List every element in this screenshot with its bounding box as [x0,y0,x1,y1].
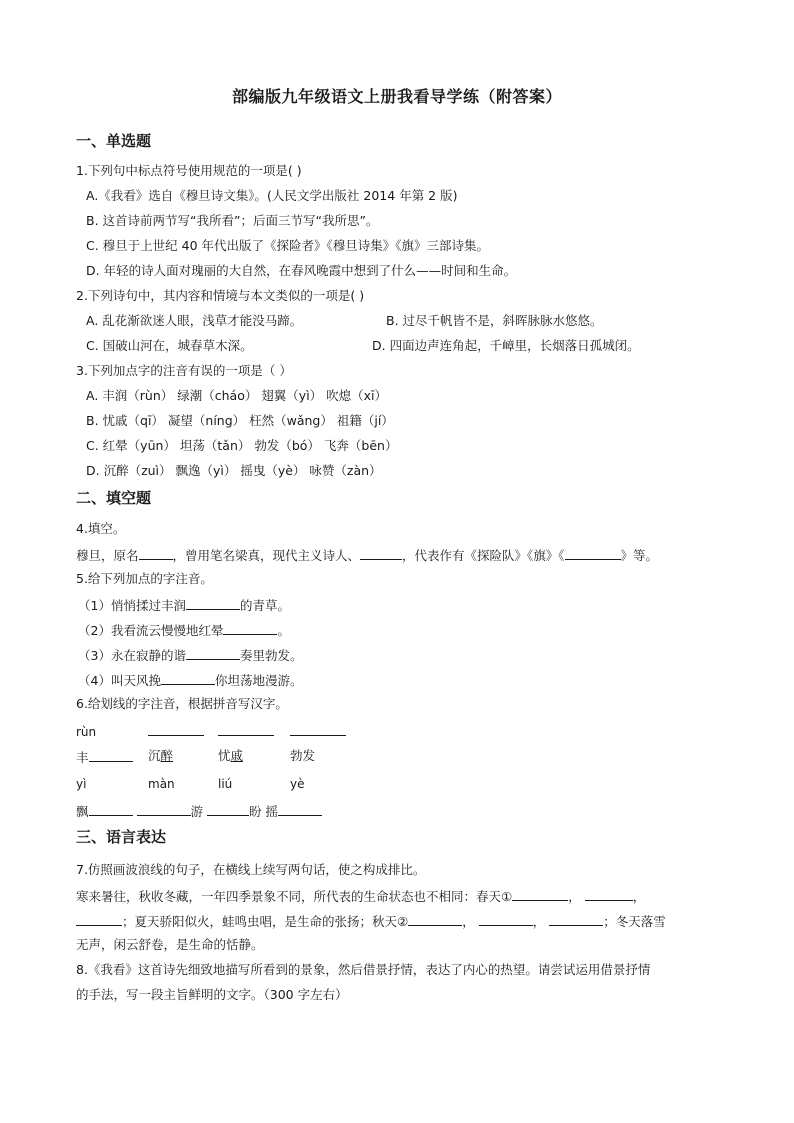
question-4-text-1: 穆旦，原名 [76,548,139,563]
q7-comma: ， [462,914,475,929]
question-6-stem: 6.给划线的字注音，根据拼音写汉字。 [76,696,288,711]
q7-comma: ， [568,889,581,904]
q6-char-yao: 摇 [265,804,279,819]
question-5-item-2-tail: 。 [277,623,290,638]
answer-blank[interactable] [186,646,240,660]
question-7-line-1 [76,887,645,905]
question-7-line-3: 无声，闲云舒卷，是生命的恬静。 [76,937,264,952]
answer-blank[interactable] [512,887,568,901]
q6-char-you-swim: 游 [190,804,204,819]
answer-blank[interactable] [89,748,133,762]
question-5-item-4-tail: 你坦荡地漫游。 [214,673,303,688]
q6-pinyin-ye: yè [290,777,305,791]
q6-char-zui-underlined: 醉 [160,748,174,763]
question-3-option-d: D. 沉醉（zuì） 飘逸（yì） 摇曳（yè） 咏赞（zàn） [86,463,382,478]
answer-blank[interactable] [186,596,240,610]
q6-char-qi-underlined: 戚 [230,748,244,763]
question-5-item-1 [78,596,290,614]
question-4-text-4: 》等。 [620,548,659,563]
question-4-text-2: ，曾用笔名梁真，现代主义诗人、 [172,548,361,563]
q6-char-you: 忧 [218,748,231,763]
section-heading-single-choice: 一、单选题 [76,132,152,150]
question-5-item-2 [78,621,290,639]
question-7-stem: 7.仿照画波浪线的句子，在横线上续写两句话，使之构成排比。 [76,862,426,877]
question-8-line-2: 的手法，写一段主旨鲜明的文字。（300 字左右） [76,987,348,1002]
question-2-option-b: B. 过尽千帆皆不是，斜晖脉脉水悠悠。 [386,313,603,328]
q6-char-feng: 丰 [76,750,89,765]
q7-comma: ， [532,914,546,929]
answer-blank[interactable] [218,722,274,736]
question-4-stem: 4.填空。 [76,521,126,536]
q6-char-pan: 盼 [249,804,262,819]
answer-blank[interactable] [408,912,462,926]
answer-blank[interactable] [148,722,204,736]
answer-blank[interactable] [360,546,402,560]
question-4-text-3: ，代表作有《探险队》《旗》《 [402,548,565,563]
answer-blank[interactable] [89,802,133,816]
answer-blank[interactable] [76,912,122,926]
question-3-option-c: C. 红晕（yūn） 坦荡（tǎn） 勃发（bó） 飞奔（bēn） [86,438,398,453]
q6-word-chenzui [148,748,173,764]
question-6-row-2 [76,748,133,766]
answer-blank[interactable] [549,912,603,926]
question-5-item-4 [78,671,302,689]
answer-blank[interactable] [565,546,621,560]
question-5-item-3-text: （3）永在寂静的谐 [78,648,186,663]
q7-comma: ， [632,889,646,904]
question-6-pinyin-run: rùn [76,725,97,739]
q6-word-youqi [218,748,243,764]
question-6-row-4 [76,802,322,820]
question-1-stem: 1.下列句中标点符号使用规范的一项是( ) [76,163,302,178]
question-1-option-c: C. 穆旦于上世纪 40 年代出版了《探险者》《穆旦诗集》《旗》三部诗集。 [86,238,490,253]
q6-pinyin-man: màn [148,777,175,791]
question-1-option-d: D. 年轻的诗人面对瑰丽的大自然，在春风晚霞中想到了什么——时间和生命。 [86,263,517,278]
section-heading-fill-blank: 二、填空题 [76,489,152,507]
question-5-item-1-text: （1）悄悄揉过丰润 [78,598,186,613]
question-1-option-a: A.《我看》选自《穆旦诗文集》。(人民文学出版社 2014 年第 2 版) [86,188,458,203]
question-2-option-d: D. 四面边声连角起，千嶂里，长烟落日孤城闭。 [372,338,640,353]
question-2-option-c: C. 国破山河在，城春草木深。 [86,338,253,353]
question-3-option-a: A. 丰润（rùn） 绿潮（cháo） 翅翼（yì） 吹熄（xī） [86,388,388,403]
answer-blank[interactable] [278,802,322,816]
answer-blank[interactable] [585,887,633,901]
answer-blank[interactable] [207,802,249,816]
q6-word-bofa: 勃发 [290,748,316,763]
q6-char-chen: 沉 [148,748,161,763]
question-2-option-a: A. 乱花渐欲迷人眼，浅草才能没马蹄。 [86,313,303,328]
question-5-stem: 5.给下列加点的字注音。 [76,571,213,586]
section-heading-language-expression: 三、语言表达 [76,828,167,846]
question-8-line-1: 8.《我看》这首诗先细致地描写所看到的景象，然后借景抒情，表达了内心的热望。请尝试运用借景抒情 [76,962,651,977]
question-5-item-3 [78,646,302,664]
answer-blank[interactable] [290,722,346,736]
answer-blank[interactable] [223,621,277,635]
question-4-line [76,546,658,564]
question-5-item-3-tail: 奏里勃发。 [239,648,303,663]
answer-blank[interactable] [479,912,533,926]
question-5-item-2-text: （2）我看流云慢慢地红晕 [78,623,224,638]
q6-pinyin-yi: yì [76,777,87,791]
question-5-item-1-tail: 的青草。 [239,598,290,613]
q7-line-2-tail: ；冬天落雪 [603,914,666,929]
q6-char-piao: 飘 [76,804,89,819]
question-3-stem: 3.下列加点字的注音有误的一项是（ ） [76,363,292,378]
question-5-item-4-text: （4）叫天风挽 [78,673,161,688]
answer-blank[interactable] [161,671,215,685]
answer-blank[interactable] [137,802,191,816]
question-3-option-b: B. 忧戚（qī） 凝望（níng） 枉然（wǎng） 祖籍（jí） [86,413,394,428]
q7-line-1-text: 寒来暑往，秋收冬藏，一年四季景象不同，所代表的生命状态也不相同：春天① [76,889,513,904]
question-1-option-b: B. 这首诗前两节写“我所看”；后面三节写“我所思”。 [86,213,379,228]
question-2-stem: 2.下列诗句中，其内容和情境与本文类似的一项是( ) [76,288,365,303]
question-7-line-2 [76,912,666,930]
answer-blank[interactable] [139,546,173,560]
q6-pinyin-liu: liú [218,777,233,791]
page-title: 部编版九年级语文上册我看导学练（附答案） [231,87,562,106]
q7-line-2-text: ；夏天骄阳似火，蛙鸣虫唱，是生命的张扬；秋天② [122,914,409,929]
